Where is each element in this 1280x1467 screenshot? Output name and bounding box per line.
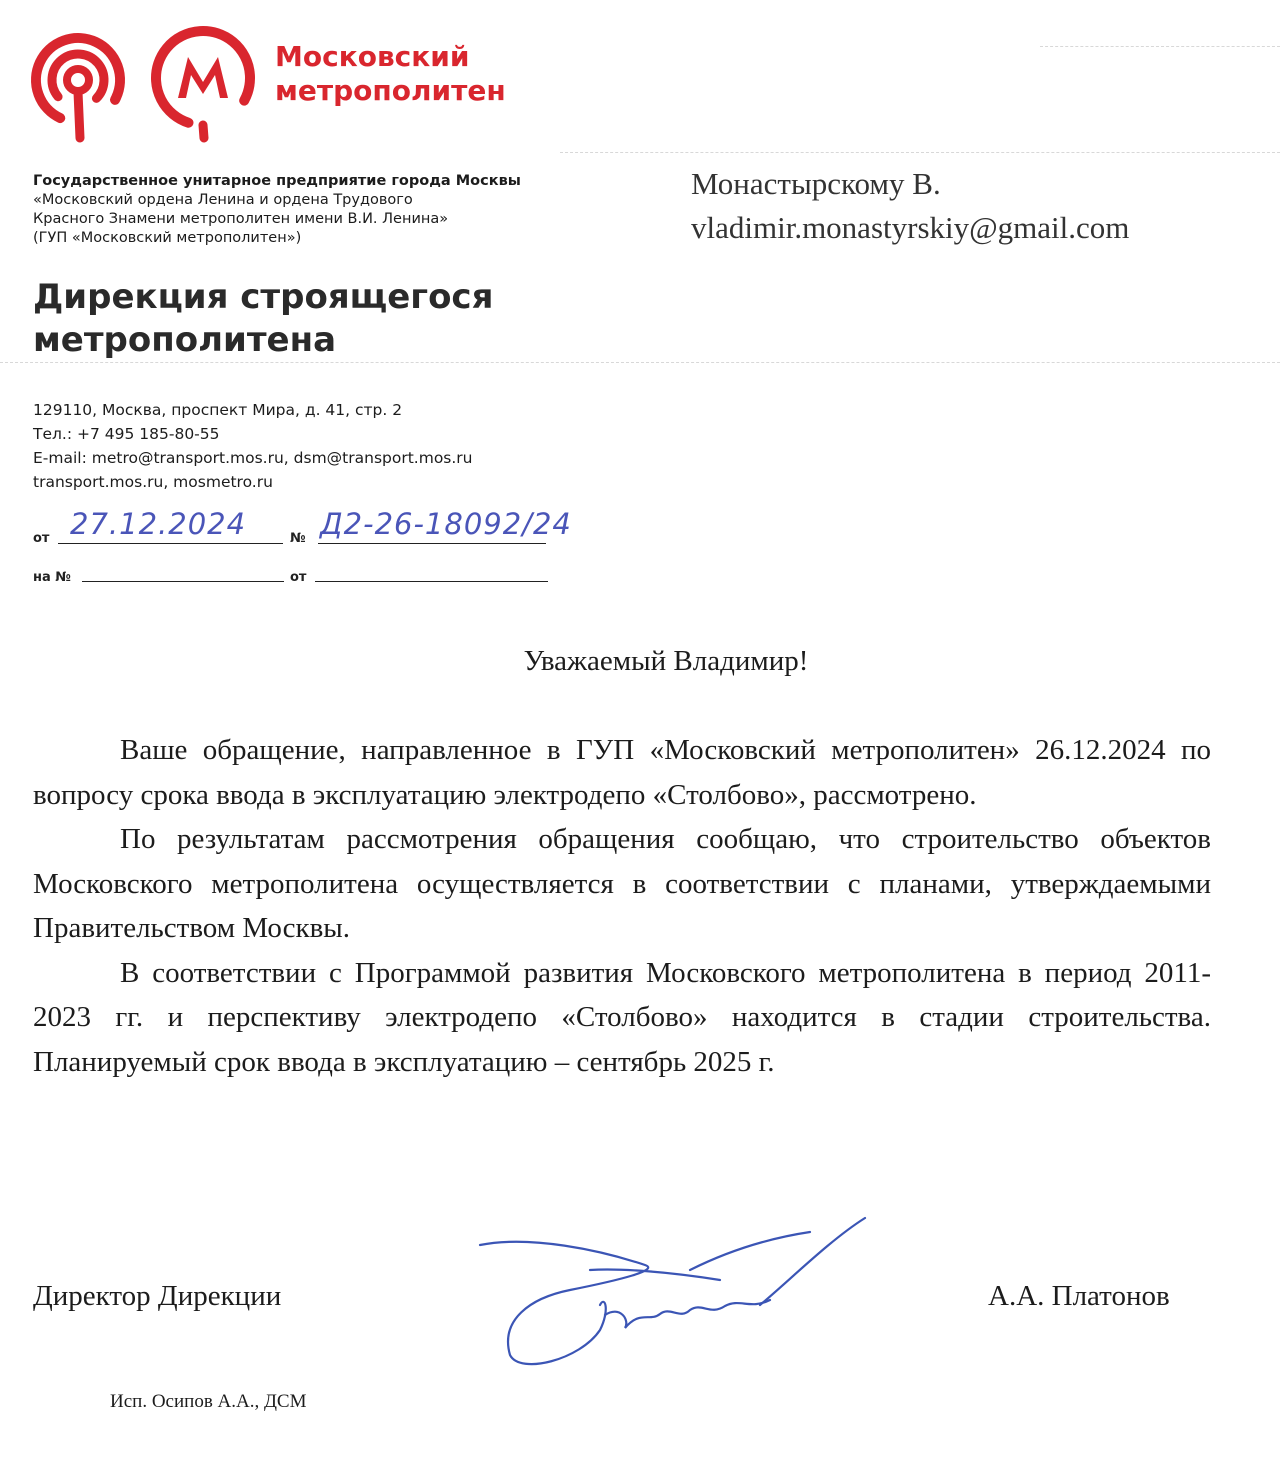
- metro-logo-icon: [28, 20, 258, 145]
- recipient-email: vladimir.monastyrskiy@gmail.com: [691, 210, 1130, 245]
- address-block: [33, 398, 473, 494]
- website-line: transport.mos.ru, mosmetro.ru: [33, 473, 273, 491]
- org-line-2: «Московский ордена Ленина и ордена Трудового: [33, 192, 413, 208]
- recipient-name: Монастырскому В.: [691, 166, 941, 201]
- organization-block: [33, 172, 553, 248]
- signature-image: [470, 1210, 880, 1380]
- signatory-name: А.А. Платонов: [988, 1280, 1170, 1312]
- salutation: Уважаемый Владимир!: [523, 645, 809, 677]
- phone-line: Тел.: +7 495 185-80-55: [33, 425, 220, 443]
- org-line-1: Государственное унитарное предприятие города Москвы: [33, 173, 521, 189]
- scan-line: [0, 362, 1280, 363]
- address-line: 129110, Москва, проспект Мира, д. 41, стр. 2: [33, 401, 403, 419]
- directorate-title: [33, 276, 493, 362]
- reference-date-line: [315, 581, 548, 582]
- org-line-3: Красного Знамени метрополитен имени В.И. Ленина»: [33, 211, 449, 227]
- scan-line: [1040, 46, 1280, 47]
- recipient-block: [691, 162, 1129, 250]
- date-label: от: [33, 531, 50, 546]
- reference-number-label: на №: [33, 570, 71, 585]
- reference-number-line: [82, 581, 284, 582]
- handwritten-number: Д2-26-18092/24: [320, 507, 572, 541]
- email-line: E-mail: metro@transport.mos.ru, dsm@transport.mos.ru: [33, 449, 473, 467]
- directorate-line-1: Дирекция строящегося: [33, 277, 494, 317]
- brand-name: [275, 40, 506, 108]
- org-line-4: (ГУП «Московский метрополитен»): [33, 230, 302, 246]
- number-label: №: [290, 531, 306, 546]
- brand-line-2: метрополитен: [275, 74, 506, 107]
- number-line: [318, 543, 546, 544]
- letter-body: [33, 728, 1211, 1084]
- paragraph-3: В соответствии с Программой развития Московского метрополитена в период 2011-2023 гг. и перспективу электродепо «Столбово» находится в стадии строительства. Планируемый срок ввода в эксплуатацию – сентябрь 2025 г.: [33, 956, 1211, 1078]
- executor-note: Исп. Осипов А.А., ДСМ: [110, 1391, 307, 1412]
- paragraph-2: По результатам рассмотрения обращения сообщаю, что строительство объектов Московского метрополитена осуществляется в соответствии с планами, утверждаемыми Правительством Москвы.: [33, 823, 1211, 944]
- scan-line: [560, 152, 1280, 153]
- signatory-position: Директор Дирекции: [33, 1280, 282, 1312]
- reference-date-label: от: [290, 570, 307, 585]
- date-line: [58, 543, 283, 544]
- brand-line-1: Московский: [275, 40, 470, 73]
- directorate-line-2: метрополитена: [33, 320, 337, 360]
- paragraph-1: Ваше обращение, направленное в ГУП «Московский метрополитен» 26.12.2024 по вопросу срока ввода в эксплуатацию электродепо «Столбово», рассмотрено.: [33, 734, 1211, 811]
- handwritten-date: 27.12.2024: [70, 507, 247, 541]
